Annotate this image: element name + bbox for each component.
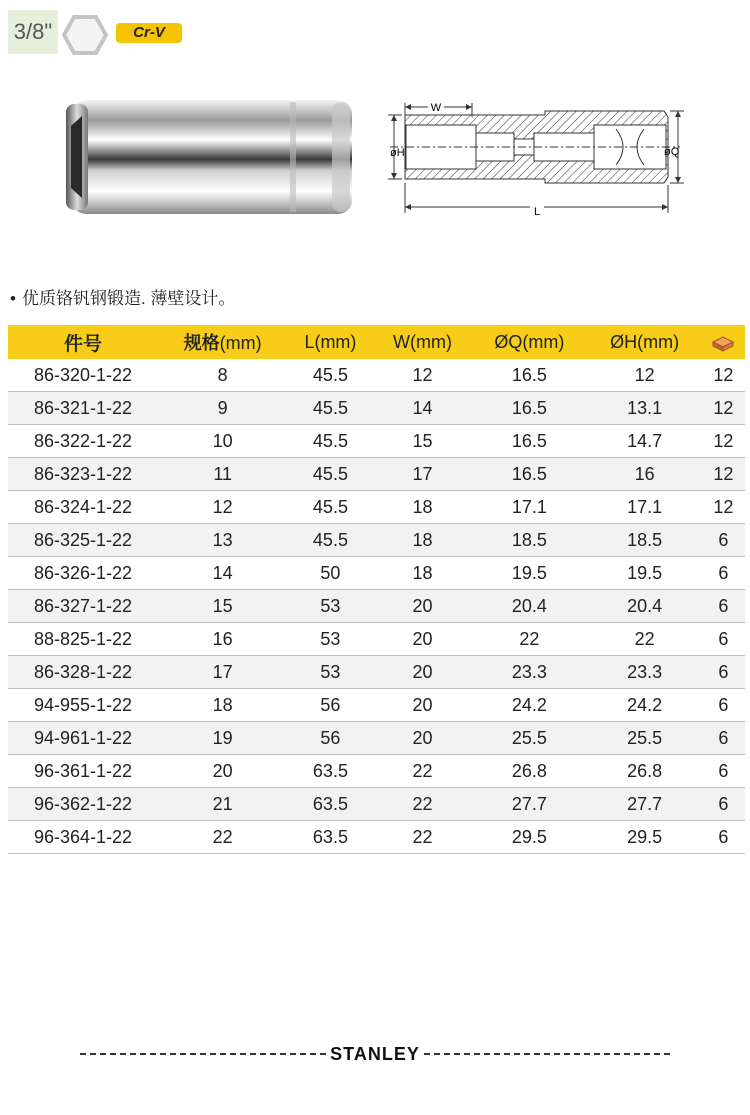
- cell-width: 18: [374, 524, 472, 557]
- col-size: [158, 325, 287, 359]
- cell-oh: 29.5: [587, 821, 701, 854]
- cell-oh: 25.5: [587, 722, 701, 755]
- cell-oh: 14.7: [587, 425, 701, 458]
- cell-oh: 23.3: [587, 656, 701, 689]
- col-part-number: 件号: [63, 333, 102, 355]
- col-pack: [702, 325, 745, 359]
- cell-width: 22: [374, 821, 472, 854]
- table-row: [8, 623, 745, 656]
- cell-length: 53: [287, 590, 373, 623]
- cell-size: 21: [158, 788, 287, 821]
- cell-part-number: 94-961-1-22: [8, 722, 158, 755]
- cell-oh: 12: [587, 359, 701, 392]
- table-row: [8, 788, 745, 821]
- cell-size: 9: [158, 392, 287, 425]
- cell-length: 45.5: [287, 458, 373, 491]
- cell-oq: 16.5: [471, 425, 587, 458]
- cell-oq: 23.3: [471, 656, 587, 689]
- cell-size: 18: [158, 689, 287, 722]
- cell-length: 45.5: [287, 491, 373, 524]
- cell-pack-qty: 12: [702, 458, 745, 491]
- table-row: [8, 590, 745, 623]
- cell-length: 53: [287, 656, 373, 689]
- footer: [80, 1042, 670, 1066]
- hexagon-icon: [62, 14, 108, 56]
- cell-oq: 16.5: [471, 392, 587, 425]
- diagram-l-label: L: [533, 206, 541, 218]
- cell-oh: 22: [587, 623, 701, 656]
- cell-length: 56: [287, 689, 373, 722]
- cell-pack-qty: 12: [702, 359, 745, 392]
- feature-description-text: 优质铬钒钢锻造. 薄壁设计。: [21, 289, 236, 308]
- cell-size: 22: [158, 821, 287, 854]
- cell-length: 63.5: [287, 755, 373, 788]
- cell-oh: 13.1: [587, 392, 701, 425]
- cell-length: 63.5: [287, 821, 373, 854]
- cell-part-number: 86-326-1-22: [8, 557, 158, 590]
- cell-width: 15: [374, 425, 472, 458]
- drive-size-badge: 3/8": [8, 10, 58, 54]
- diagram-oq-label: øQ: [664, 146, 680, 158]
- cell-oh: 27.7: [587, 788, 701, 821]
- table-row: [8, 491, 745, 524]
- col-oh: ØH(mm): [610, 331, 680, 352]
- col-length: L(mm): [304, 331, 357, 352]
- cell-oq: 18.5: [471, 524, 587, 557]
- cell-width: 22: [374, 755, 472, 788]
- technical-drawing: [380, 95, 692, 221]
- cell-oh: 18.5: [587, 524, 701, 557]
- cell-pack-qty: 6: [702, 590, 745, 623]
- cell-size: 15: [158, 590, 287, 623]
- cell-oq: 16.5: [471, 458, 587, 491]
- cell-pack-qty: 6: [702, 524, 745, 557]
- cell-oh: 16: [587, 458, 701, 491]
- table-row: [8, 656, 745, 689]
- col-size-label: 规格: [183, 333, 220, 353]
- table-row: [8, 722, 745, 755]
- cell-oh: 26.8: [587, 755, 701, 788]
- cell-oq: 27.7: [471, 788, 587, 821]
- cell-part-number: 86-323-1-22: [8, 458, 158, 491]
- cell-width: 20: [374, 656, 472, 689]
- cell-pack-qty: 6: [702, 656, 745, 689]
- cell-width: 20: [374, 722, 472, 755]
- feature-description: [10, 284, 235, 309]
- cell-length: 45.5: [287, 425, 373, 458]
- cell-width: 18: [374, 557, 472, 590]
- cell-size: 17: [158, 656, 287, 689]
- cell-size: 10: [158, 425, 287, 458]
- cell-pack-qty: 6: [702, 755, 745, 788]
- table-row: [8, 821, 745, 854]
- cell-width: 20: [374, 623, 472, 656]
- table-row: [8, 392, 745, 425]
- cell-oq: 20.4: [471, 590, 587, 623]
- cell-part-number: 86-324-1-22: [8, 491, 158, 524]
- cell-part-number: 86-322-1-22: [8, 425, 158, 458]
- cell-length: 53: [287, 623, 373, 656]
- cell-part-number: 88-825-1-22: [8, 623, 158, 656]
- cell-part-number: 86-321-1-22: [8, 392, 158, 425]
- table-row: [8, 458, 745, 491]
- cell-part-number: 86-328-1-22: [8, 656, 158, 689]
- cell-width: 18: [374, 491, 472, 524]
- cell-oq: 29.5: [471, 821, 587, 854]
- table-header-row: [8, 325, 745, 359]
- cell-pack-qty: 6: [702, 821, 745, 854]
- specs-table: [8, 325, 745, 854]
- table-body: [8, 359, 745, 854]
- material-badge: Cr-V: [116, 23, 182, 43]
- cell-oq: 22: [471, 623, 587, 656]
- brand-logo: STANLEY: [330, 1043, 420, 1064]
- cell-size: 13: [158, 524, 287, 557]
- cell-size: 8: [158, 359, 287, 392]
- cell-pack-qty: 12: [702, 491, 745, 524]
- cell-pack-qty: 6: [702, 557, 745, 590]
- cell-part-number: 86-325-1-22: [8, 524, 158, 557]
- table-row: [8, 557, 745, 590]
- cell-width: 17: [374, 458, 472, 491]
- cell-oq: 26.8: [471, 755, 587, 788]
- cell-width: 12: [374, 359, 472, 392]
- cell-oh: 19.5: [587, 557, 701, 590]
- socket-photo: [62, 92, 362, 222]
- cell-part-number: 96-362-1-22: [8, 788, 158, 821]
- col-width: W(mm): [392, 331, 452, 352]
- cell-oh: 24.2: [587, 689, 701, 722]
- cell-length: 45.5: [287, 392, 373, 425]
- cell-length: 63.5: [287, 788, 373, 821]
- cell-width: 20: [374, 689, 472, 722]
- cell-pack-qty: 12: [702, 425, 745, 458]
- cell-size: 14: [158, 557, 287, 590]
- cell-part-number: 94-955-1-22: [8, 689, 158, 722]
- cell-length: 50: [287, 557, 373, 590]
- col-size-unit: (mm): [219, 333, 262, 353]
- diagram-w-label: W: [430, 102, 442, 114]
- cell-part-number: 86-320-1-22: [8, 359, 158, 392]
- cell-pack-qty: 6: [702, 689, 745, 722]
- cell-size: 12: [158, 491, 287, 524]
- cell-oq: 24.2: [471, 689, 587, 722]
- col-oq: ØQ(mm): [494, 331, 565, 352]
- footer-divider-left: [80, 1053, 326, 1055]
- table-row: [8, 524, 745, 557]
- table-row: [8, 425, 745, 458]
- table-row: [8, 755, 745, 788]
- cell-width: 14: [374, 392, 472, 425]
- cell-oq: 19.5: [471, 557, 587, 590]
- cell-size: 16: [158, 623, 287, 656]
- cell-length: 45.5: [287, 524, 373, 557]
- cell-oq: 16.5: [471, 359, 587, 392]
- cell-size: 20: [158, 755, 287, 788]
- table-row: [8, 359, 745, 392]
- cell-part-number: 86-327-1-22: [8, 590, 158, 623]
- cell-oh: 20.4: [587, 590, 701, 623]
- cell-size: 19: [158, 722, 287, 755]
- cell-length: 45.5: [287, 359, 373, 392]
- cell-length: 56: [287, 722, 373, 755]
- cell-oh: 17.1: [587, 491, 701, 524]
- cell-size: 11: [158, 458, 287, 491]
- package-box-icon: [710, 334, 736, 352]
- cell-part-number: 96-364-1-22: [8, 821, 158, 854]
- cell-pack-qty: 6: [702, 623, 745, 656]
- cell-part-number: 96-361-1-22: [8, 755, 158, 788]
- cell-pack-qty: 6: [702, 722, 745, 755]
- cell-oq: 17.1: [471, 491, 587, 524]
- cell-oq: 25.5: [471, 722, 587, 755]
- bullet-icon: •: [10, 289, 16, 308]
- footer-divider-right: [424, 1053, 670, 1055]
- cell-width: 22: [374, 788, 472, 821]
- table-row: [8, 689, 745, 722]
- cell-pack-qty: 6: [702, 788, 745, 821]
- cell-width: 20: [374, 590, 472, 623]
- diagram-oh-label: øH: [390, 147, 405, 159]
- cell-pack-qty: 12: [702, 392, 745, 425]
